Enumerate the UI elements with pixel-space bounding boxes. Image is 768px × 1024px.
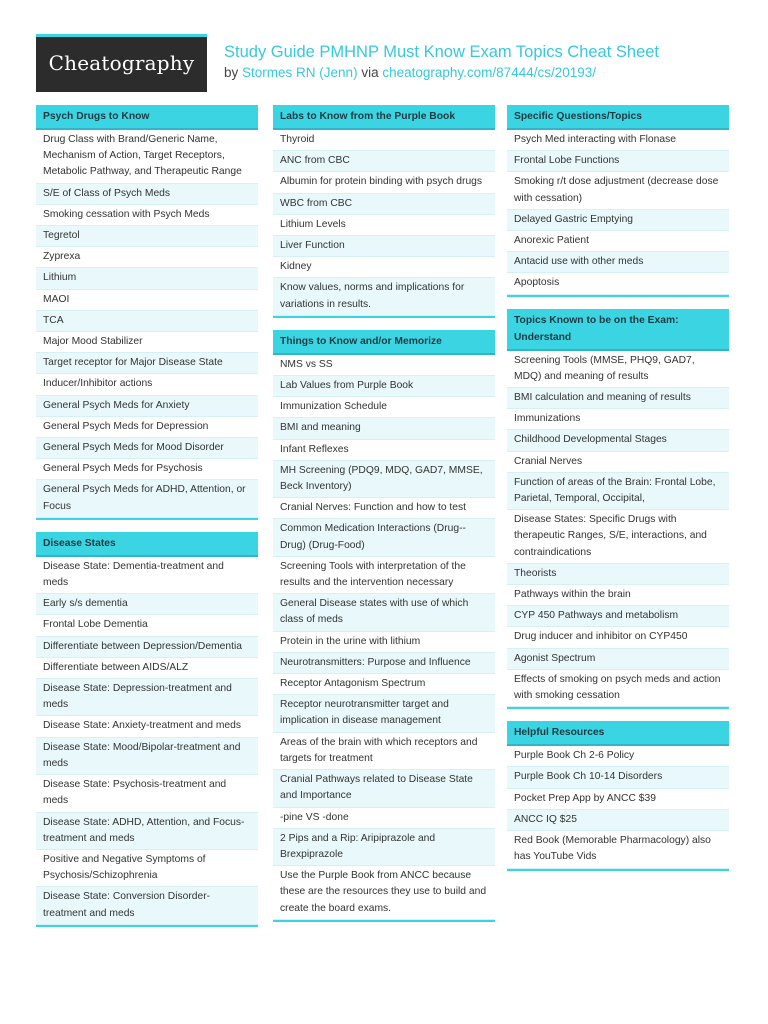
list-item: Disease States: Specific Drugs with therapeutic Ranges, S/E, interactions, and contraindications <box>507 510 729 564</box>
list-item: Apoptosis <box>507 273 729 294</box>
list-item: Liver Function <box>273 236 495 257</box>
cheatography-logo[interactable]: Cheatography <box>36 34 207 92</box>
section-items <box>273 130 495 316</box>
list-item: Anorexic Patient <box>507 231 729 252</box>
list-item: Differentiate between Depression/Dementia <box>36 637 258 658</box>
column-1 <box>36 105 258 939</box>
list-item: Antacid use with other meds <box>507 252 729 273</box>
sheet-url-link[interactable]: cheatography.com/87444/cs/20193/ <box>382 65 597 80</box>
list-item: CYP 450 Pathways and metabolism <box>507 606 729 627</box>
byline-by: by <box>224 65 239 80</box>
list-item: MAOI <box>36 290 258 311</box>
list-item: Kidney <box>273 257 495 278</box>
list-item: Tegretol <box>36 226 258 247</box>
list-item: Disease State: Psychosis-treatment and meds <box>36 775 258 812</box>
list-item: Drug inducer and inhibitor on CYP450 <box>507 627 729 648</box>
list-item: Drug Class with Brand/Generic Name, Mechanism of Action, Target Receptors, Metabolic Pathway, and Therapeutic Range <box>36 130 258 184</box>
list-item: Disease State: Conversion Disorder-treatment and meds <box>36 887 258 924</box>
section-end-rule <box>507 295 729 297</box>
list-item: General Psych Meds for ADHD, Attention, or Focus <box>36 480 258 517</box>
list-item: Cranial Nerves: Function and how to test <box>273 498 495 519</box>
list-item: S/E of Class of Psych Meds <box>36 184 258 205</box>
list-item: Target receptor for Major Disease State <box>36 353 258 374</box>
list-item: Areas of the brain with which receptors and targets for treatment <box>273 733 495 770</box>
list-item: Use the Purple Book from ANCC because these are the resources they use to build and create the board exams. <box>273 866 495 920</box>
page-header <box>36 34 736 92</box>
section-title: Helpful Resources <box>507 721 729 746</box>
list-item: Frontal Lobe Dementia <box>36 615 258 636</box>
section-end-rule <box>507 707 729 709</box>
list-item: Disease State: ADHD, Attention, and Focus-treatment and meds <box>36 813 258 850</box>
list-item: General Disease states with use of which class of meds <box>273 594 495 631</box>
list-item: Lithium <box>36 268 258 289</box>
list-item: -pine VS -done <box>273 808 495 829</box>
section-title: Psych Drugs to Know <box>36 105 258 130</box>
section-end-rule <box>36 925 258 927</box>
column-3 <box>507 105 729 883</box>
list-item: Childhood Developmental Stages <box>507 430 729 451</box>
list-item: Purple Book Ch 2-6 Policy <box>507 746 729 767</box>
section-end-rule <box>36 518 258 520</box>
list-item: Immunization Schedule <box>273 397 495 418</box>
list-item: WBC from CBC <box>273 194 495 215</box>
list-item: Major Mood Stabilizer <box>36 332 258 353</box>
section-end-rule <box>507 869 729 871</box>
page-title: Study Guide PMHNP Must Know Exam Topics Cheat Sheet <box>224 43 660 61</box>
list-item: Smoking cessation with Psych Meds <box>36 205 258 226</box>
list-item: Disease State: Mood/Bipolar-treatment and meds <box>36 738 258 775</box>
list-item: Thyroid <box>273 130 495 151</box>
byline-via: via <box>361 65 379 80</box>
list-item: Disease State: Depression-treatment and meds <box>36 679 258 716</box>
list-item: MH Screening (PDQ9, MDQ, GAD7, MMSE, Beck Inventory) <box>273 461 495 498</box>
section-title: Specific Questions/Topics <box>507 105 729 130</box>
cheat-section <box>273 105 495 318</box>
cheat-section <box>273 330 495 922</box>
list-item: Disease State: Dementia-treatment and meds <box>36 557 258 594</box>
list-item: Common Medication Interactions (Drug--Drug) (Drug-Food) <box>273 519 495 556</box>
list-item: ANC from CBC <box>273 151 495 172</box>
list-item: Psych Med interacting with Flonase <box>507 130 729 151</box>
author-link[interactable]: Stormes RN (Jenn) <box>242 65 358 80</box>
list-item: Cranial Nerves <box>507 452 729 473</box>
list-item: Purple Book Ch 10-14 Disorders <box>507 767 729 788</box>
cheat-section <box>36 105 258 520</box>
cheat-section <box>507 721 729 870</box>
list-item: Zyprexa <box>36 247 258 268</box>
list-item: Frontal Lobe Functions <box>507 151 729 172</box>
list-item: Neurotransmitters: Purpose and Influence <box>273 653 495 674</box>
list-item: Agonist Spectrum <box>507 649 729 670</box>
cheat-section <box>507 105 729 297</box>
list-item: Delayed Gastric Emptying <box>507 210 729 231</box>
list-item: Function of areas of the Brain: Frontal Lobe, Parietal, Temporal, Occipital, <box>507 473 729 510</box>
section-title: Topics Known to be on the Exam: Understand <box>507 309 729 351</box>
section-title: Labs to Know from the Purple Book <box>273 105 495 130</box>
list-item: General Psych Meds for Anxiety <box>36 396 258 417</box>
list-item: Immunizations <box>507 409 729 430</box>
cheat-section <box>507 309 729 710</box>
list-item: Protein in the urine with lithium <box>273 632 495 653</box>
list-item: Early s/s dementia <box>36 594 258 615</box>
section-end-rule <box>273 920 495 922</box>
section-items <box>36 557 258 925</box>
byline <box>224 65 596 80</box>
section-title: Things to Know and/or Memorize <box>273 330 495 355</box>
list-item: Smoking r/t dose adjustment (decrease dose with cessation) <box>507 172 729 209</box>
logo-accent-bar <box>36 34 207 37</box>
list-item: 2 Pips and a Rip: Aripiprazole and Brexpiprazole <box>273 829 495 866</box>
cheat-section <box>36 532 258 927</box>
list-item: Know values, norms and implications for variations in results. <box>273 278 495 315</box>
list-item: Theorists <box>507 564 729 585</box>
list-item: Red Book (Memorable Pharmacology) also has YouTube Vids <box>507 831 729 868</box>
list-item: Infant Reflexes <box>273 440 495 461</box>
list-item: Pocket Prep App by ANCC $39 <box>507 789 729 810</box>
section-title: Disease States <box>36 532 258 557</box>
list-item: Pathways within the brain <box>507 585 729 606</box>
list-item: BMI calculation and meaning of results <box>507 388 729 409</box>
section-items <box>36 130 258 518</box>
list-item: Albumin for protein binding with psych drugs <box>273 172 495 193</box>
list-item: Cranial Pathways related to Disease State and Importance <box>273 770 495 807</box>
list-item: General Psych Meds for Psychosis <box>36 459 258 480</box>
section-items <box>507 130 729 295</box>
list-item: Lithium Levels <box>273 215 495 236</box>
section-items <box>507 351 729 708</box>
list-item: NMS vs SS <box>273 355 495 376</box>
list-item: Lab Values from Purple Book <box>273 376 495 397</box>
list-item: Positive and Negative Symptoms of Psychosis/Schizophrenia <box>36 850 258 887</box>
section-items <box>273 355 495 920</box>
column-2 <box>273 105 495 934</box>
list-item: TCA <box>36 311 258 332</box>
section-items <box>507 746 729 868</box>
list-item: General Psych Meds for Depression <box>36 417 258 438</box>
list-item: Disease State: Anxiety-treatment and meds <box>36 716 258 737</box>
section-end-rule <box>273 316 495 318</box>
list-item: Inducer/Inhibitor actions <box>36 374 258 395</box>
list-item: BMI and meaning <box>273 418 495 439</box>
list-item: Screening Tools (MMSE, PHQ9, GAD7, MDQ) and meaning of results <box>507 351 729 388</box>
list-item: ANCC IQ $25 <box>507 810 729 831</box>
list-item: Screening Tools with interpretation of the results and the intervention necessary <box>273 557 495 594</box>
list-item: General Psych Meds for Mood Disorder <box>36 438 258 459</box>
list-item: Differentiate between AIDS/ALZ <box>36 658 258 679</box>
list-item: Receptor Antagonism Spectrum <box>273 674 495 695</box>
list-item: Receptor neurotransmitter target and implication in disease management <box>273 695 495 732</box>
list-item: Effects of smoking on psych meds and action with smoking cessation <box>507 670 729 707</box>
